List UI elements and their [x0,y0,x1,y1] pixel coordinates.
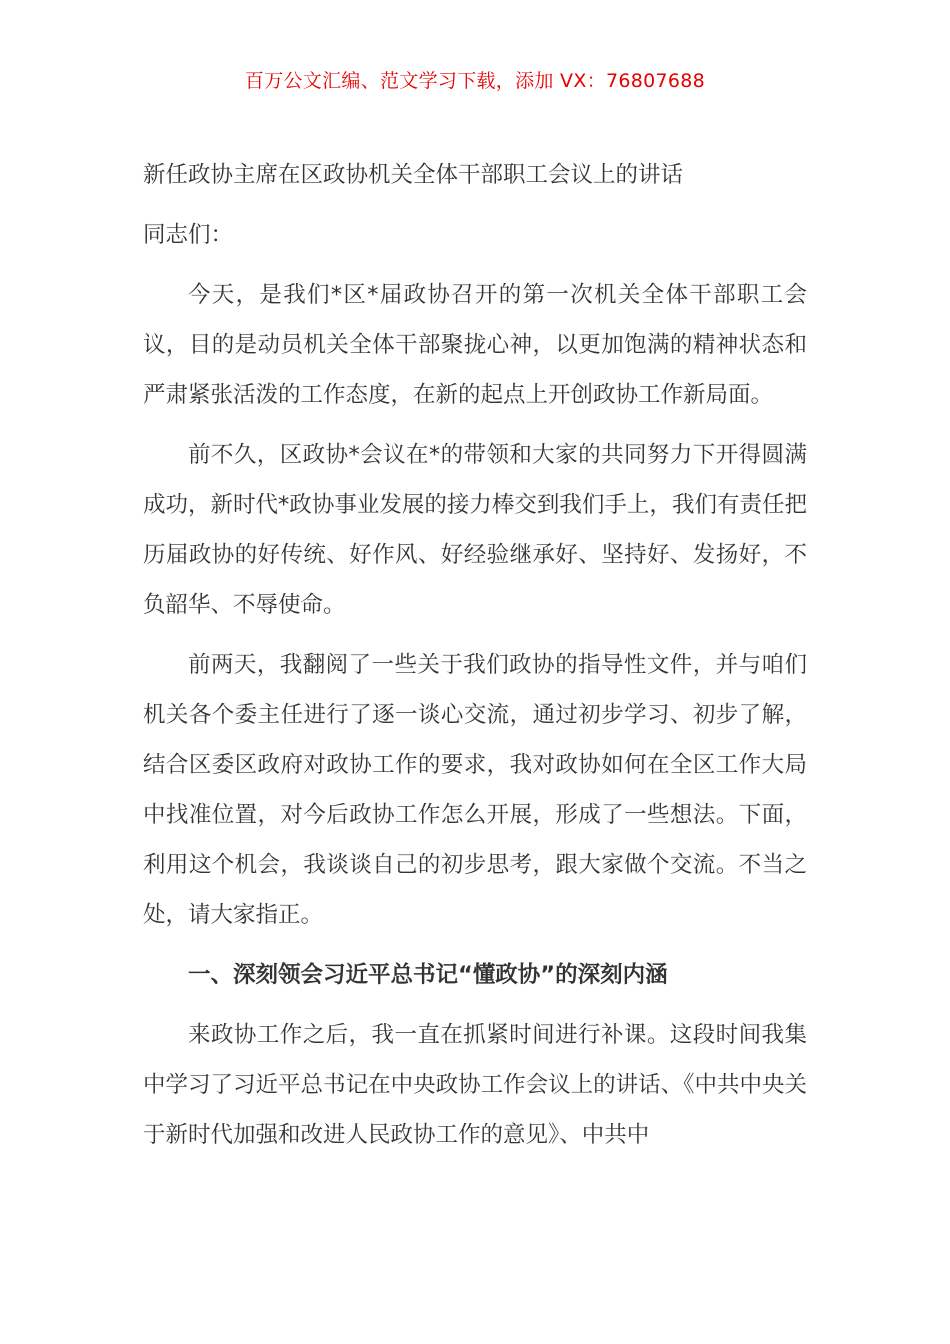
document-title: 新任政协主席在区政协机关全体干部职工会议上的讲话 [143,162,684,188]
section-paragraph: 来政协工作之后，我一直在抓紧时间进行补课。这段时间我集中学习了习近平总书记在中央政协工作会议上的讲话、《中共中央关于新时代加强和改进人民政协工作的意见》、中共中 [143,1022,807,1148]
salutation: 同志们： [143,222,234,248]
header-note: 百万公文汇编、范文学习下载，添加 VX：76807688 [244,70,706,92]
paragraph-3: 前两天，我翻阅了一些关于我们政协的指导性文件，并与咱们机关各个委主任进行了逐一谈心交流，通过初步学习、初步了解，结合区委区政府对政协工作的要求，我对政协如何在全区工作大局中找准位置，对今后政协工作怎么开展，形成了一些想法。下面，利用这个机会，我谈谈自己的初步思考，跟大家做个交流。不当之处，请大家指正。 [143,652,807,928]
paragraph-1: 今天，是我们*区*届政协召开的第一次机关全体干部职工会议，目的是动员机关全体干部聚拢心神，以更加饱满的精神状态和严肃紧张活泼的工作态度，在新的起点上开创政协工作新局面。 [143,282,807,408]
document-body [143,150,807,1160]
paragraph-2: 前不久，区政协*会议在*的带领和大家的共同努力下开得圆满成功，新时代*政协事业发展的接力棒交到我们手上，我们有责任把历届政协的好传统、好作风、好经验继承好、坚持好、发扬好，不负韶华、不辱使命。 [143,442,807,618]
section-heading: 一、深刻领会习近平总书记“懂政协”的深刻内涵 [188,962,668,988]
